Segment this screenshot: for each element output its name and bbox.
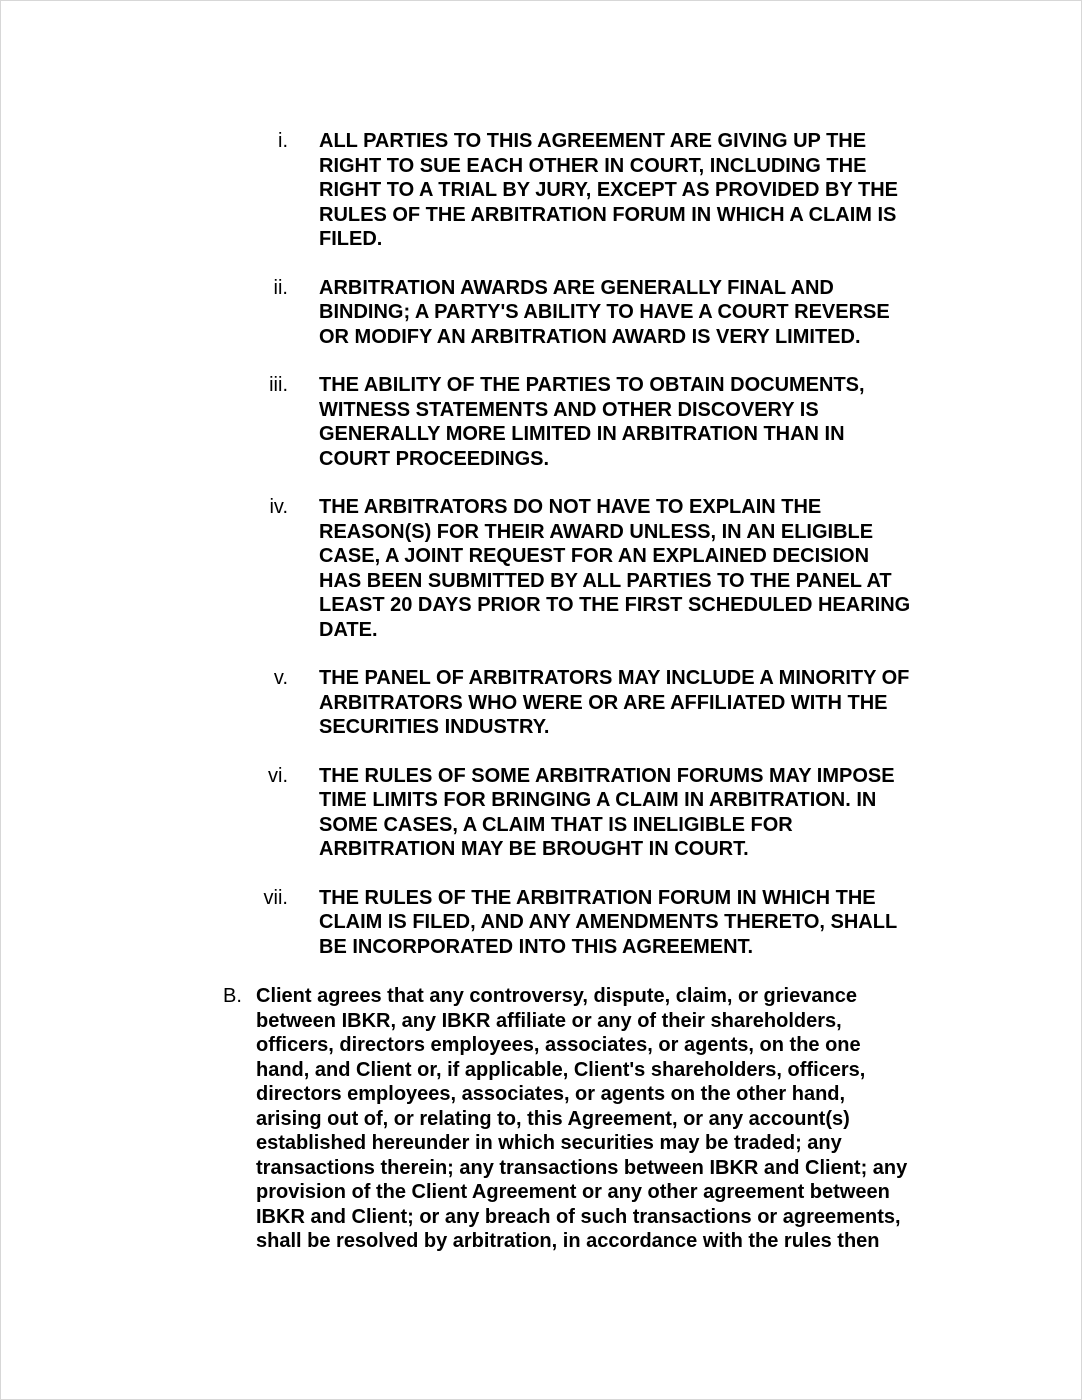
text-line: THE RULES OF SOME ARBITRATION FORUMS MAY IMPOSE [319,764,895,787]
list-item-number: vii. [263,886,288,909]
text-line: directors employees, associates, or agents on the other hand, [256,1083,846,1105]
text-line: FILED. [319,228,383,250]
text-line: between IBKR, any IBKR affiliate or any of their shareholders, [256,1009,842,1032]
text-line: Client agrees that any controversy, dispute, claim, or grievance [256,985,857,1007]
text-line: BINDING; A PARTY'S ABILITY TO HAVE A COURT REVERSE [319,301,890,323]
list-item-number: iii. [269,374,288,396]
list-item [1,764,1082,862]
text-line: REASON(S) FOR THEIR AWARD UNLESS, IN AN ELIGIBLE [319,520,874,543]
text-line: ALL PARTIES TO THIS AGREEMENT ARE GIVING UP THE [319,130,867,152]
text-line: shall be resolved by arbitration, in accordance with the rules then [256,1230,880,1252]
text-line: TIME LIMITS FOR BRINGING A CLAIM IN ARBITRATION. IN [319,789,877,811]
list-item-number: v. [273,667,288,689]
list-item-text [319,129,959,252]
text-line: established hereunder in which securities may be traded; any [256,1132,842,1154]
text-line: LEAST 20 DAYS PRIOR TO THE FIRST SCHEDULED HEARING [319,594,911,616]
text-line: RULES OF THE ARBITRATION FORUM IN WHICH A CLAIM IS [319,203,897,226]
list-item [1,129,1082,252]
list-item-text [319,495,959,642]
text-line: officers, directors employees, associates, or agents, on the one [256,1034,861,1056]
text-line: GENERALLY MORE LIMITED IN ARBITRATION THAN IN [319,423,845,445]
list-item [1,495,1082,642]
text-line: THE PANEL OF ARBITRATORS MAY INCLUDE A MINORITY OF [319,667,910,689]
list-item-number: ii. [273,276,288,299]
text-line: THE RULES OF THE ARBITRATION FORUM IN WHICH THE [319,886,876,909]
text-line: ARBITRATION MAY BE BROUGHT IN COURT. [319,838,749,860]
text-line: THE ARBITRATORS DO NOT HAVE TO EXPLAIN THE [319,496,822,518]
text-line: ARBITRATORS WHO WERE OR ARE AFFILIATED WITH THE [319,691,888,714]
text-line: HAS BEEN SUBMITTED BY ALL PARTIES TO THE PANEL AT [319,569,892,592]
text-line: WITNESS STATEMENTS AND OTHER DISCOVERY IS [319,398,819,421]
list-item [1,666,1082,740]
list-item [1,886,1082,960]
list-item-number: i. [278,130,288,152]
text-line: CLAIM IS FILED, AND ANY AMENDMENTS THERETO, SHALL [319,911,898,933]
text-line: COURT PROCEEDINGS. [319,447,550,470]
text-line: IBKR and Client; or any breach of such transactions or agreements, [256,1205,901,1228]
list-item [1,373,1082,471]
list-item-text [319,764,959,862]
text-line: BE INCORPORATED INTO THIS AGREEMENT. [319,935,754,958]
text-line: RIGHT TO SUE EACH OTHER IN COURT, INCLUDING THE [319,154,867,177]
text-line: hand, and Client or, if applicable, Client's shareholders, officers, [256,1058,866,1081]
text-line: ARBITRATION AWARDS ARE GENERALLY FINAL AND [319,276,834,299]
section-text [256,984,956,1254]
text-line: transactions therein; any transactions between IBKR and Client; any [256,1156,908,1179]
text-line: arising out of, or relating to, this Agreement, or any account(s) [256,1107,850,1130]
text-line: RIGHT TO A TRIAL BY JURY, EXCEPT AS PROVIDED BY THE [319,179,898,201]
list-item [1,276,1082,350]
text-line: CASE, A JOINT REQUEST FOR AN EXPLAINED DECISION [319,545,870,567]
section-b [1,984,1082,1254]
list-item-text [319,666,959,740]
text-line: SECURITIES INDUSTRY. [319,716,550,738]
text-line: THE ABILITY OF THE PARTIES TO OBTAIN DOCUMENTS, [319,374,865,396]
section-letter: B. [223,985,242,1007]
list-item-text [319,276,959,350]
list-item-text [319,886,959,960]
arbitration-disclosure-list [1,129,1082,983]
text-line: SOME CASES, A CLAIM THAT IS INELIGIBLE FOR [319,813,793,836]
text-line: DATE. [319,618,378,641]
text-line: provision of the Client Agreement or any other agreement between [256,1181,890,1203]
list-item-number: vi. [268,764,288,787]
text-line: OR MODIFY AN ARBITRATION AWARD IS VERY LIMITED. [319,325,861,348]
list-item-text [319,373,959,471]
list-item-number: iv. [269,496,288,518]
